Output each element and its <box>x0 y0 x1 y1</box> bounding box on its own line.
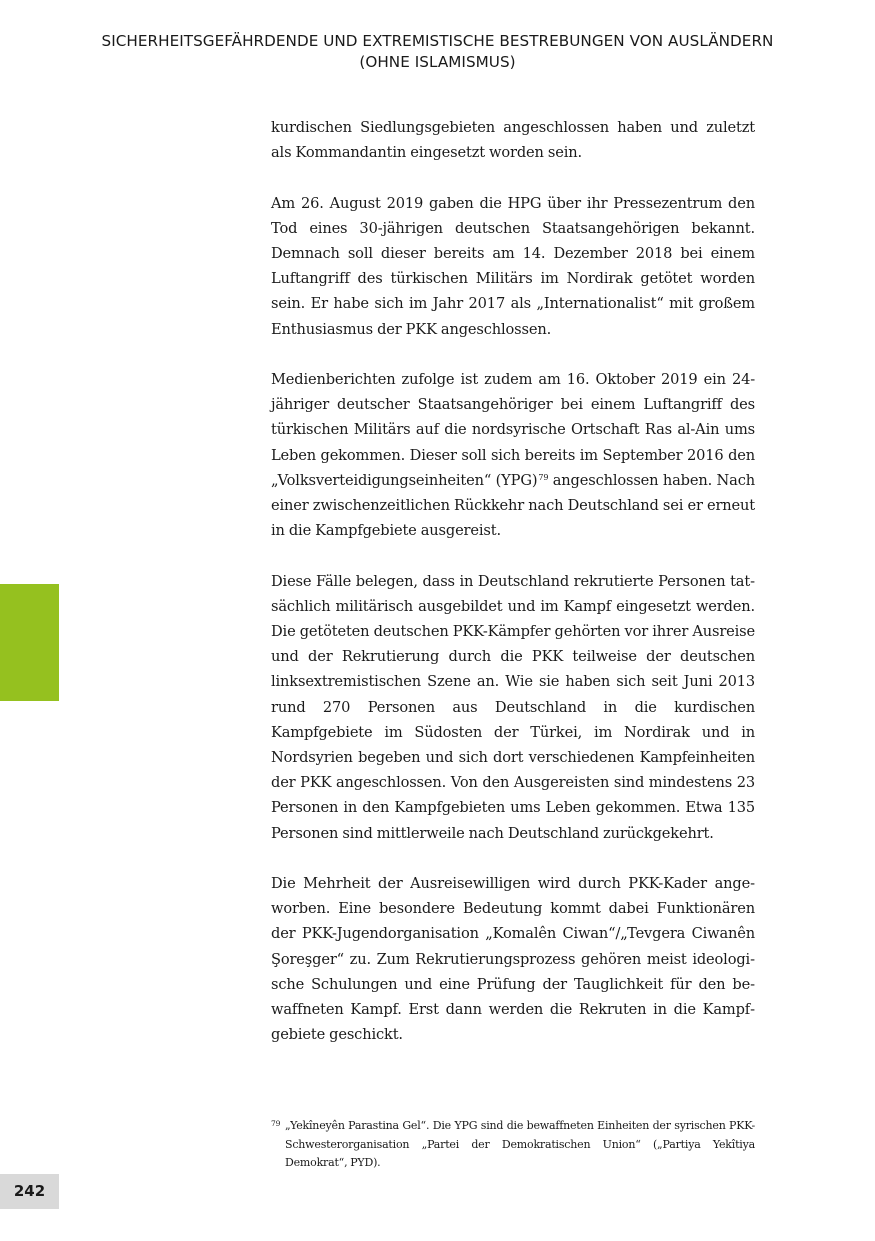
page-number: 242 <box>0 1174 59 1209</box>
footnote-number: 79 <box>271 1119 281 1128</box>
running-header-line-1: SICHERHEITSGEFÄHRDENDE UND EXTREMISTISCHE BESTREBUNGEN VON AUSLÄNDERN <box>101 32 774 50</box>
chapter-color-tab <box>0 584 59 701</box>
paragraph-3-text-after: angeschlossen haben. Nach einer zwischenzeitlichen Rückkehr nach Deutschland sei er erneut in die Kampfgebiete ausgereist. <box>271 471 755 540</box>
footnote-79 <box>271 1117 755 1173</box>
paragraph-5: Die Mehrheit der Ausreisewilligen wird durch PKK-Kader angeworben. Eine besondere Bedeutung kommt dabei Funktionären der PKK-Jugendorganisation „Komalên Ciwan“/„Tevgera Ciwanên Şoreşger“ zu. Zum Rekrutierungsprozess gehören meist ideologische Schulungen und eine Prüfung der Tauglichkeit für den bewaffneten Kampf. Erst dann werden die Rekruten in die Kampfgebiete geschickt. <box>271 875 755 1044</box>
running-header <box>0 31 875 73</box>
paragraph-3 <box>271 367 755 543</box>
paragraph-4: Diese Fälle belegen, dass in Deutschland rekrutierte Personen tatsächlich militärisch ausgebildet und im Kampf eingesetzt werden. Die getöteten deutschen PKK-Kämpfer gehörten vor ihrer Ausreise und der Rekrutierung durch die PKK teilweise der deutschen linksextremistischen Szene an. Wie sie haben sich seit Juni 2013 rund 270 Personen aus Deutschland in die kurdischen Kampfgebiete im Südosten der Türkei, im Nordirak und in Nordsyrien begeben und sich dort verschiedenen Kampfeinheiten der PKK angeschlossen. Von den Ausgereisten sind mindestens 23 Personen in den Kampfgebieten ums Leben gekommen. Etwa 135 Personen sind mittlerweile nach Deutschland zurückgekehrt. <box>271 572 755 842</box>
paragraph-3-text-before: Medienberichten zufolge ist zudem am 16. Oktober 2019 ein 24-jähriger deutscher Staatsangehöriger bei einem Luftangriff des türkischen Militärs auf die nordsyrische Ortschaft Ras al-Ain ums Leben gekommen. Dieser soll sich bereits im September 2016 den „Volksverteidigungseinheiten“ (YPG) <box>271 371 755 489</box>
footnote-reference-79[interactable]: 79 <box>538 472 549 482</box>
main-text-column <box>271 115 755 1047</box>
footnote-text: „Yekîneyên Parastina Gel“. Die YPG sind die bewaffneten Einheiten der syrischen PKK-Schwesterorganisation „Partei der Demokratischen Union“ („Partiya Yekîtiya Demokrat“, PYD). <box>285 1119 755 1169</box>
running-header-line-2: (OHNE ISLAMISMUS) <box>359 53 516 71</box>
paragraph-1: kurdischen Siedlungsgebieten angeschlossen haben und zuletzt als Kommandantin eingesetzt worden sein. <box>271 119 755 162</box>
paragraph-2: Am 26. August 2019 gaben die HPG über ihr Pressezentrum den Tod eines 30-jährigen deutschen Staatsangehörigen bekannt. Demnach soll dieser bereits am 14. Dezember 2018 bei einem Luftangriff des türkischen Militärs im Nordirak getötet worden sein. Er habe sich im Jahr 2017 als „Internationalist“ mit großem Enthusiasmus der PKK angeschlossen. <box>271 194 755 338</box>
